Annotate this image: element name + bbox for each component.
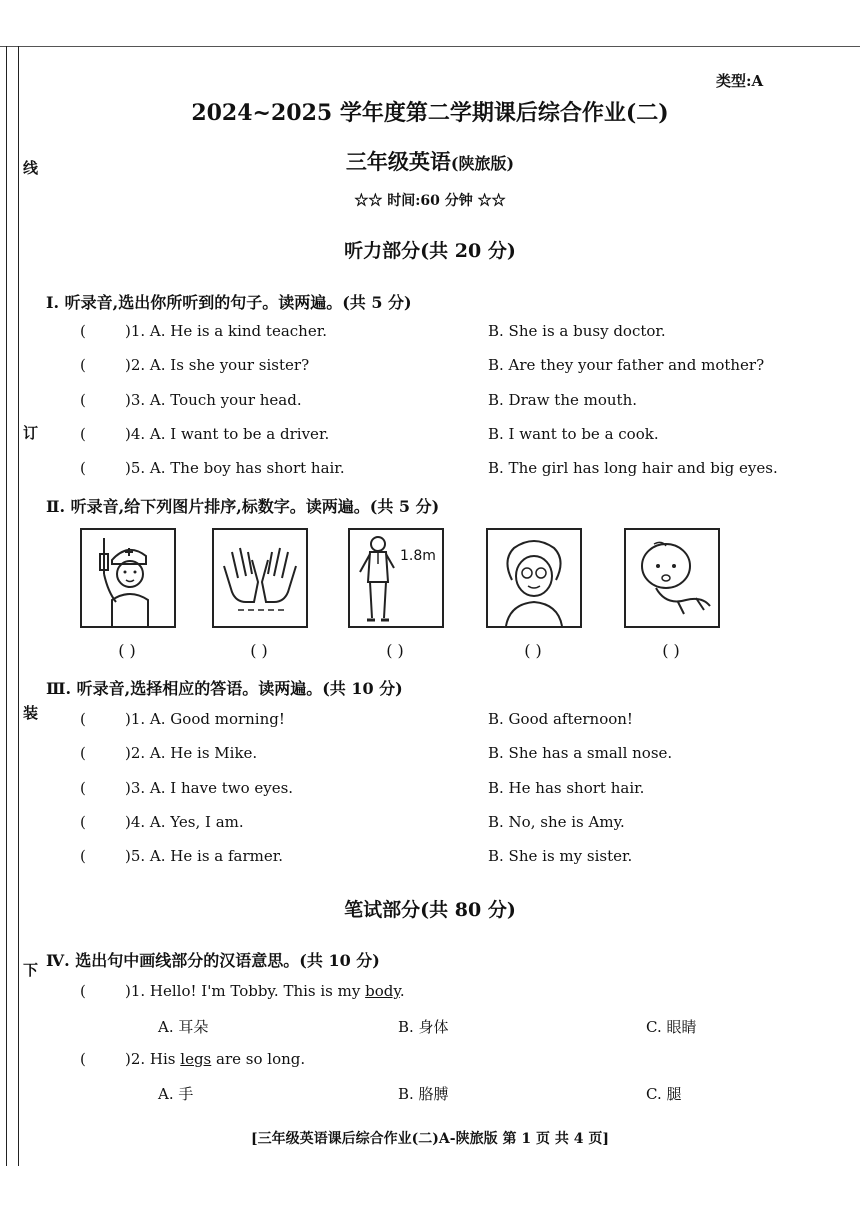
option-b: B. She is my sister.	[488, 847, 633, 865]
question-text: )2. His	[125, 1050, 181, 1068]
question-1	[125, 982, 405, 1000]
time-limit: ☆☆ 时间:60 分钟 ☆☆	[354, 193, 506, 209]
option-a: )3. A. Touch your head.	[125, 391, 302, 409]
choice-a: A. 手	[158, 1085, 194, 1103]
choice-b: B. 胳膊	[398, 1085, 449, 1103]
option-a: )1. A. Good morning!	[125, 710, 285, 728]
section-3-heading: Ⅲ. 听录音,选择相应的答语。读两遍。(共 10 分)	[46, 679, 403, 698]
answer-blank[interactable]: (	[80, 813, 86, 831]
edition-label: (陕旅版)	[450, 154, 515, 173]
question-text: )1. Hello! I'm Tobby. This is my	[125, 982, 366, 1000]
option-b: B. No, she is Amy.	[488, 813, 625, 831]
subject-label: 三年级英语	[345, 149, 451, 174]
picture-baby	[624, 528, 720, 628]
hands-icon	[214, 530, 306, 626]
option-b: B. Are they your father and mother?	[488, 356, 765, 374]
writing-section-title: 笔试部分(共 80 分)	[344, 899, 516, 921]
listening-section-title: 听力部分(共 20 分)	[344, 240, 516, 262]
picture-answer-blank[interactable]: ( )	[386, 641, 404, 660]
picture-grandmother	[486, 528, 582, 628]
binding-mark-xia: 下	[21, 962, 39, 977]
option-b: B. I want to be a cook.	[488, 425, 659, 443]
binding-mark-zhuang: 装	[21, 705, 39, 720]
answer-blank[interactable]: (	[80, 356, 86, 374]
answer-blank[interactable]: (	[80, 1050, 86, 1068]
baby-icon	[626, 530, 718, 626]
nurse-icon	[82, 530, 174, 626]
section-4-heading: Ⅳ. 选出句中画线部分的汉语意思。(共 10 分)	[46, 951, 380, 970]
underlined-word: legs	[180, 1050, 212, 1068]
option-a: )3. A. I have two eyes.	[125, 779, 294, 797]
answer-blank[interactable]: (	[80, 779, 86, 797]
option-b: B. Good afternoon!	[488, 710, 633, 728]
answer-blank[interactable]: (	[80, 391, 86, 409]
picture-answer-blank[interactable]: ( )	[118, 641, 136, 660]
picture-answer-blank[interactable]: ( )	[250, 641, 268, 660]
binding-line	[6, 46, 7, 1166]
option-b: B. She has a small nose.	[488, 744, 673, 762]
option-a: )1. A. He is a kind teacher.	[125, 322, 327, 340]
option-b: B. The girl has long hair and big eyes.	[488, 459, 778, 477]
option-a: )5. A. He is a farmer.	[125, 847, 284, 865]
choice-c: C. 眼睛	[646, 1018, 697, 1036]
tall-man-icon	[350, 530, 442, 626]
page-subtitle	[0, 146, 860, 176]
option-b: B. She is a busy doctor.	[488, 322, 666, 340]
answer-blank[interactable]: (	[80, 425, 86, 443]
section-1-heading: Ⅰ. 听录音,选出你所听到的句子。读两遍。(共 5 分)	[46, 293, 412, 312]
picture-nurse	[80, 528, 176, 628]
answer-blank[interactable]: (	[80, 982, 86, 1000]
binding-mark-ding: 订	[21, 425, 39, 440]
option-a: )5. A. The boy has short hair.	[125, 459, 345, 477]
grandmother-icon	[488, 530, 580, 626]
page-footer: [三年级英语课后综合作业(二)A-陕旅版 第 1 页 共 4 页]	[251, 1131, 609, 1147]
option-a: )4. A. Yes, I am.	[125, 813, 244, 831]
page-top-rule	[0, 46, 860, 47]
height-caption: 1.8m	[400, 548, 436, 564]
question-2	[125, 1050, 305, 1068]
answer-blank[interactable]: (	[80, 744, 86, 762]
picture-answer-blank[interactable]: ( )	[662, 641, 680, 660]
option-a: )4. A. I want to be a driver.	[125, 425, 330, 443]
question-text: .	[399, 982, 405, 1000]
answer-blank[interactable]: (	[80, 847, 86, 865]
answer-blank[interactable]: (	[80, 322, 86, 340]
picture-hands	[212, 528, 308, 628]
answer-blank[interactable]: (	[80, 459, 86, 477]
binding-line	[18, 46, 19, 1166]
option-b: B. He has short hair.	[488, 779, 645, 797]
section-2-heading: Ⅱ. 听录音,给下列图片排序,标数字。读两遍。(共 5 分)	[46, 497, 440, 516]
choice-a: A. 耳朵	[158, 1018, 209, 1036]
question-text: are so long.	[211, 1050, 306, 1068]
option-a: )2. A. Is she your sister?	[125, 356, 310, 374]
page-title: 2024~2025 学年度第二学期课后综合作业(二)	[191, 100, 669, 126]
paper-type: 类型:A	[716, 72, 764, 90]
underlined-word: body	[365, 982, 400, 1000]
option-a: )2. A. He is Mike.	[125, 744, 258, 762]
binding-mark-xian: 线	[21, 160, 39, 175]
picture-answer-blank[interactable]: ( )	[524, 641, 542, 660]
choice-c: C. 腿	[646, 1085, 682, 1103]
answer-blank[interactable]: (	[80, 710, 86, 728]
choice-b: B. 身体	[398, 1018, 449, 1036]
option-b: B. Draw the mouth.	[488, 391, 638, 409]
picture-tall-man	[348, 528, 444, 628]
